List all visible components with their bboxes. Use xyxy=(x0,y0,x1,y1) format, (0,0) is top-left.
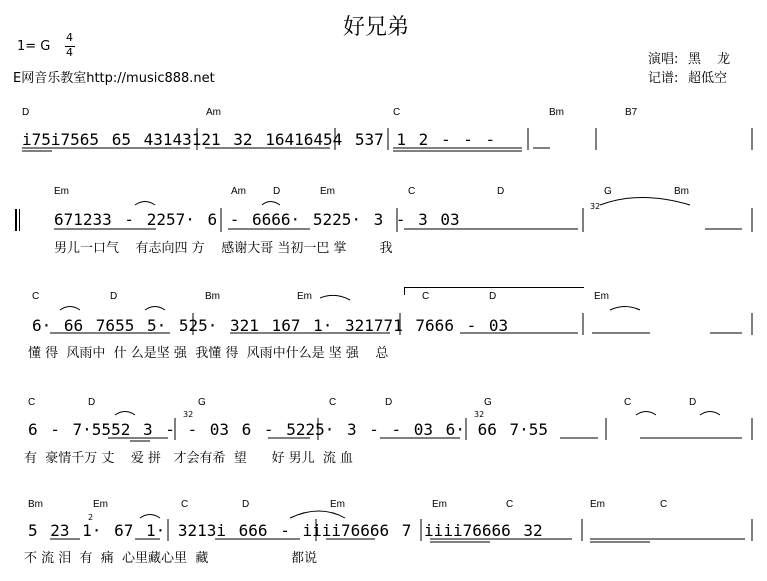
chord: Em xyxy=(297,291,312,302)
slurs xyxy=(60,198,720,519)
song-title: 好兄弟 xyxy=(343,15,410,40)
chord: Am xyxy=(206,107,221,118)
chord: D xyxy=(110,291,118,302)
singer-label: 演唱: xyxy=(648,52,679,67)
lyrics-line: 男儿一口气 有志向四 方 感谢大哥 当初一巴 掌 我 xyxy=(54,241,393,256)
chord: D xyxy=(689,397,697,408)
notes-line: 5 23 1· 67 1· 3213i 666 - iiii76666 7 iiii76666 32 xyxy=(28,521,543,540)
chord: Bm xyxy=(205,291,220,302)
chord: C xyxy=(181,499,189,510)
grace-note: 32 xyxy=(474,410,485,419)
underlines-row-4 xyxy=(108,438,742,441)
barlines-row-4 xyxy=(175,418,752,440)
chord: C xyxy=(393,107,401,118)
chord: D xyxy=(385,397,393,408)
time-signature-bottom: 4 xyxy=(66,46,73,59)
chord: Em xyxy=(54,186,69,197)
chord: C xyxy=(422,291,430,302)
chord: Em xyxy=(590,499,605,510)
barlines-row-1 xyxy=(197,128,752,150)
time-signature-top: 4 xyxy=(66,31,73,44)
chord: Bm xyxy=(28,499,43,510)
chord: D xyxy=(497,186,505,197)
chord: C xyxy=(28,397,36,408)
chord: Em xyxy=(93,499,108,510)
grace-note: 2 xyxy=(88,513,94,522)
barlines-row-2 xyxy=(221,208,752,232)
chord: C xyxy=(660,499,668,510)
transcriber-name: 超低空 xyxy=(688,71,728,86)
transcriber-label: 记谱: xyxy=(648,71,679,86)
chord: C xyxy=(32,291,40,302)
notes-line: 6 - 7·5552 3 - - 03 6 - 5225· 3 - - 03 6· 66 7·55 xyxy=(28,420,549,439)
lyrics-line: 不 流 泪 有 痛 心里藏心里 藏 都说 xyxy=(24,551,317,566)
chord: C xyxy=(408,186,416,197)
chord: C xyxy=(624,397,632,408)
chord: Em xyxy=(594,291,609,302)
grace-note: 32 xyxy=(183,410,194,419)
lyrics-line: 懂 得 风雨中 什 么是坚 强 我懂 得 风雨中什么是 坚 强 总 xyxy=(28,346,389,361)
underlines-row-1 xyxy=(22,148,550,151)
chord: D xyxy=(88,397,96,408)
underlines-row-5 xyxy=(50,539,745,542)
singer-name: 黑 龙 xyxy=(688,52,737,67)
notes-line: 671233 - 2257· 6 - 6666· 5225· 3 - 3 03 xyxy=(54,210,460,229)
key-signature: 1= G xyxy=(17,39,51,54)
lyrics-line: 有 豪情千万 丈 爱 拼 才会有希 望 好 男儿 流 血 xyxy=(24,451,354,466)
chord: D xyxy=(22,107,30,118)
grace-note: 32 xyxy=(590,202,601,211)
chord: Bm xyxy=(674,186,689,197)
chord: B7 xyxy=(625,107,638,118)
chord: D xyxy=(489,291,497,302)
chord: Bm xyxy=(549,107,564,118)
chord: C xyxy=(329,397,337,408)
chord: D xyxy=(242,499,250,510)
barlines-row-5 xyxy=(168,519,752,541)
chord: G xyxy=(484,397,492,408)
chord: G xyxy=(604,186,612,197)
source-link[interactable]: E网音乐教室http://music888.net xyxy=(13,71,215,86)
chord: Em xyxy=(432,499,447,510)
chord: Am xyxy=(231,186,246,197)
notes-line: i75i7565 65 43143121 32 16416454 537 1 2 - - - xyxy=(22,130,496,149)
chord: Em xyxy=(330,499,345,510)
chord: G xyxy=(198,397,206,408)
chord: C xyxy=(506,499,514,510)
barlines-row-3 xyxy=(193,313,752,335)
chord: D xyxy=(273,186,281,197)
chord: Em xyxy=(320,186,335,197)
notes-line: 6· 66 7655 5· 525· 321 167 1· 321771 7666 - 03 xyxy=(32,316,509,335)
